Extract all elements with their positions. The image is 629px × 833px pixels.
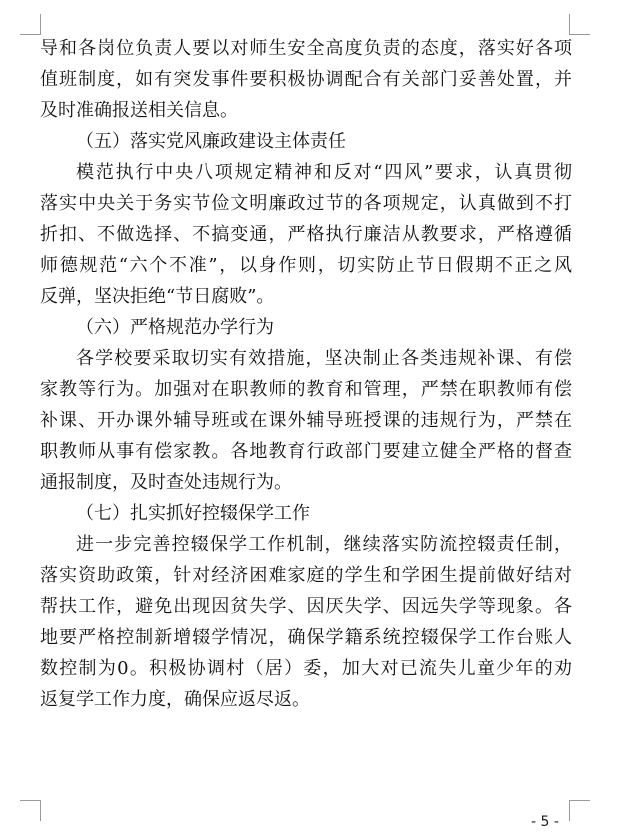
paragraph-line: 值班制度，如有突发事件要积极协调配合有关部门妥善处置，并 xyxy=(40,69,572,90)
crop-mark-top-right xyxy=(569,14,590,35)
paragraph-line: 家教等行为。加强对在职教师的教育和管理，严禁在职教师有偿 xyxy=(40,379,572,400)
paragraph-line: 模范执行中央八项规定精神和反对“四风”要求，认真贯彻 xyxy=(76,162,572,183)
paragraph-line: 反弹，坚决拒绝“节日腐败”。 xyxy=(40,286,275,307)
section-heading: （五）落实党风廉政建设主体责任 xyxy=(76,131,346,152)
crop-mark-bottom-left xyxy=(20,800,41,821)
paragraph-line: 数控制为0。积极协调村（居）委，加大对已流失儿童少年的劝 xyxy=(40,658,572,679)
paragraph-line: 各学校要采取切实有效措施，坚决制止各类违规补课、有偿 xyxy=(76,348,572,369)
paragraph-line: 折扣、不做选择、不搞变通，严格执行廉洁从教要求，严格遵循 xyxy=(40,224,572,245)
section-heading: （七）扎实抓好控辍保学工作 xyxy=(76,503,310,524)
paragraph-line: 落实资助政策，针对经济困难家庭的学生和学困生提前做好结对 xyxy=(40,565,572,586)
section-heading: （六）严格规范办学行为 xyxy=(76,317,274,338)
paragraph-line: 职教师从事有偿家教。各地教育行政部门要建立健全严格的督查 xyxy=(40,441,572,462)
paragraph-line: 帮扶工作，避免出现因贫失学、因厌失学、因远失学等现象。各 xyxy=(40,596,572,617)
paragraph-line: 返复学工作力度，确保应返尽返。 xyxy=(40,689,310,710)
paragraph-line: 落实中央关于务实节俭文明廉政过节的各项规定，认真做到不打 xyxy=(40,193,572,214)
paragraph-line: 进一步完善控辍保学工作机制，继续落实防流控辍责任制， xyxy=(76,534,572,555)
document-body xyxy=(40,33,572,715)
paragraph-line: 地要严格控制新增辍学情况，确保学籍系统控辍保学工作台账人 xyxy=(40,627,572,648)
paragraph-line: 及时准确报送相关信息。 xyxy=(40,100,238,121)
paragraph-line: 补课、开办课外辅导班或在课外辅导班授课的违规行为，严禁在 xyxy=(40,410,572,431)
crop-mark-top-left xyxy=(20,14,41,35)
page-number: - 5 - xyxy=(531,814,559,830)
paragraph-line: 通报制度，及时查处违规行为。 xyxy=(40,472,292,493)
paragraph-line: 导和各岗位负责人要以对师生安全高度负责的态度，落实好各项 xyxy=(40,38,572,59)
paragraph-line: 师德规范“六个不准”，以身作则，切实防止节日假期不正之风 xyxy=(40,255,572,276)
